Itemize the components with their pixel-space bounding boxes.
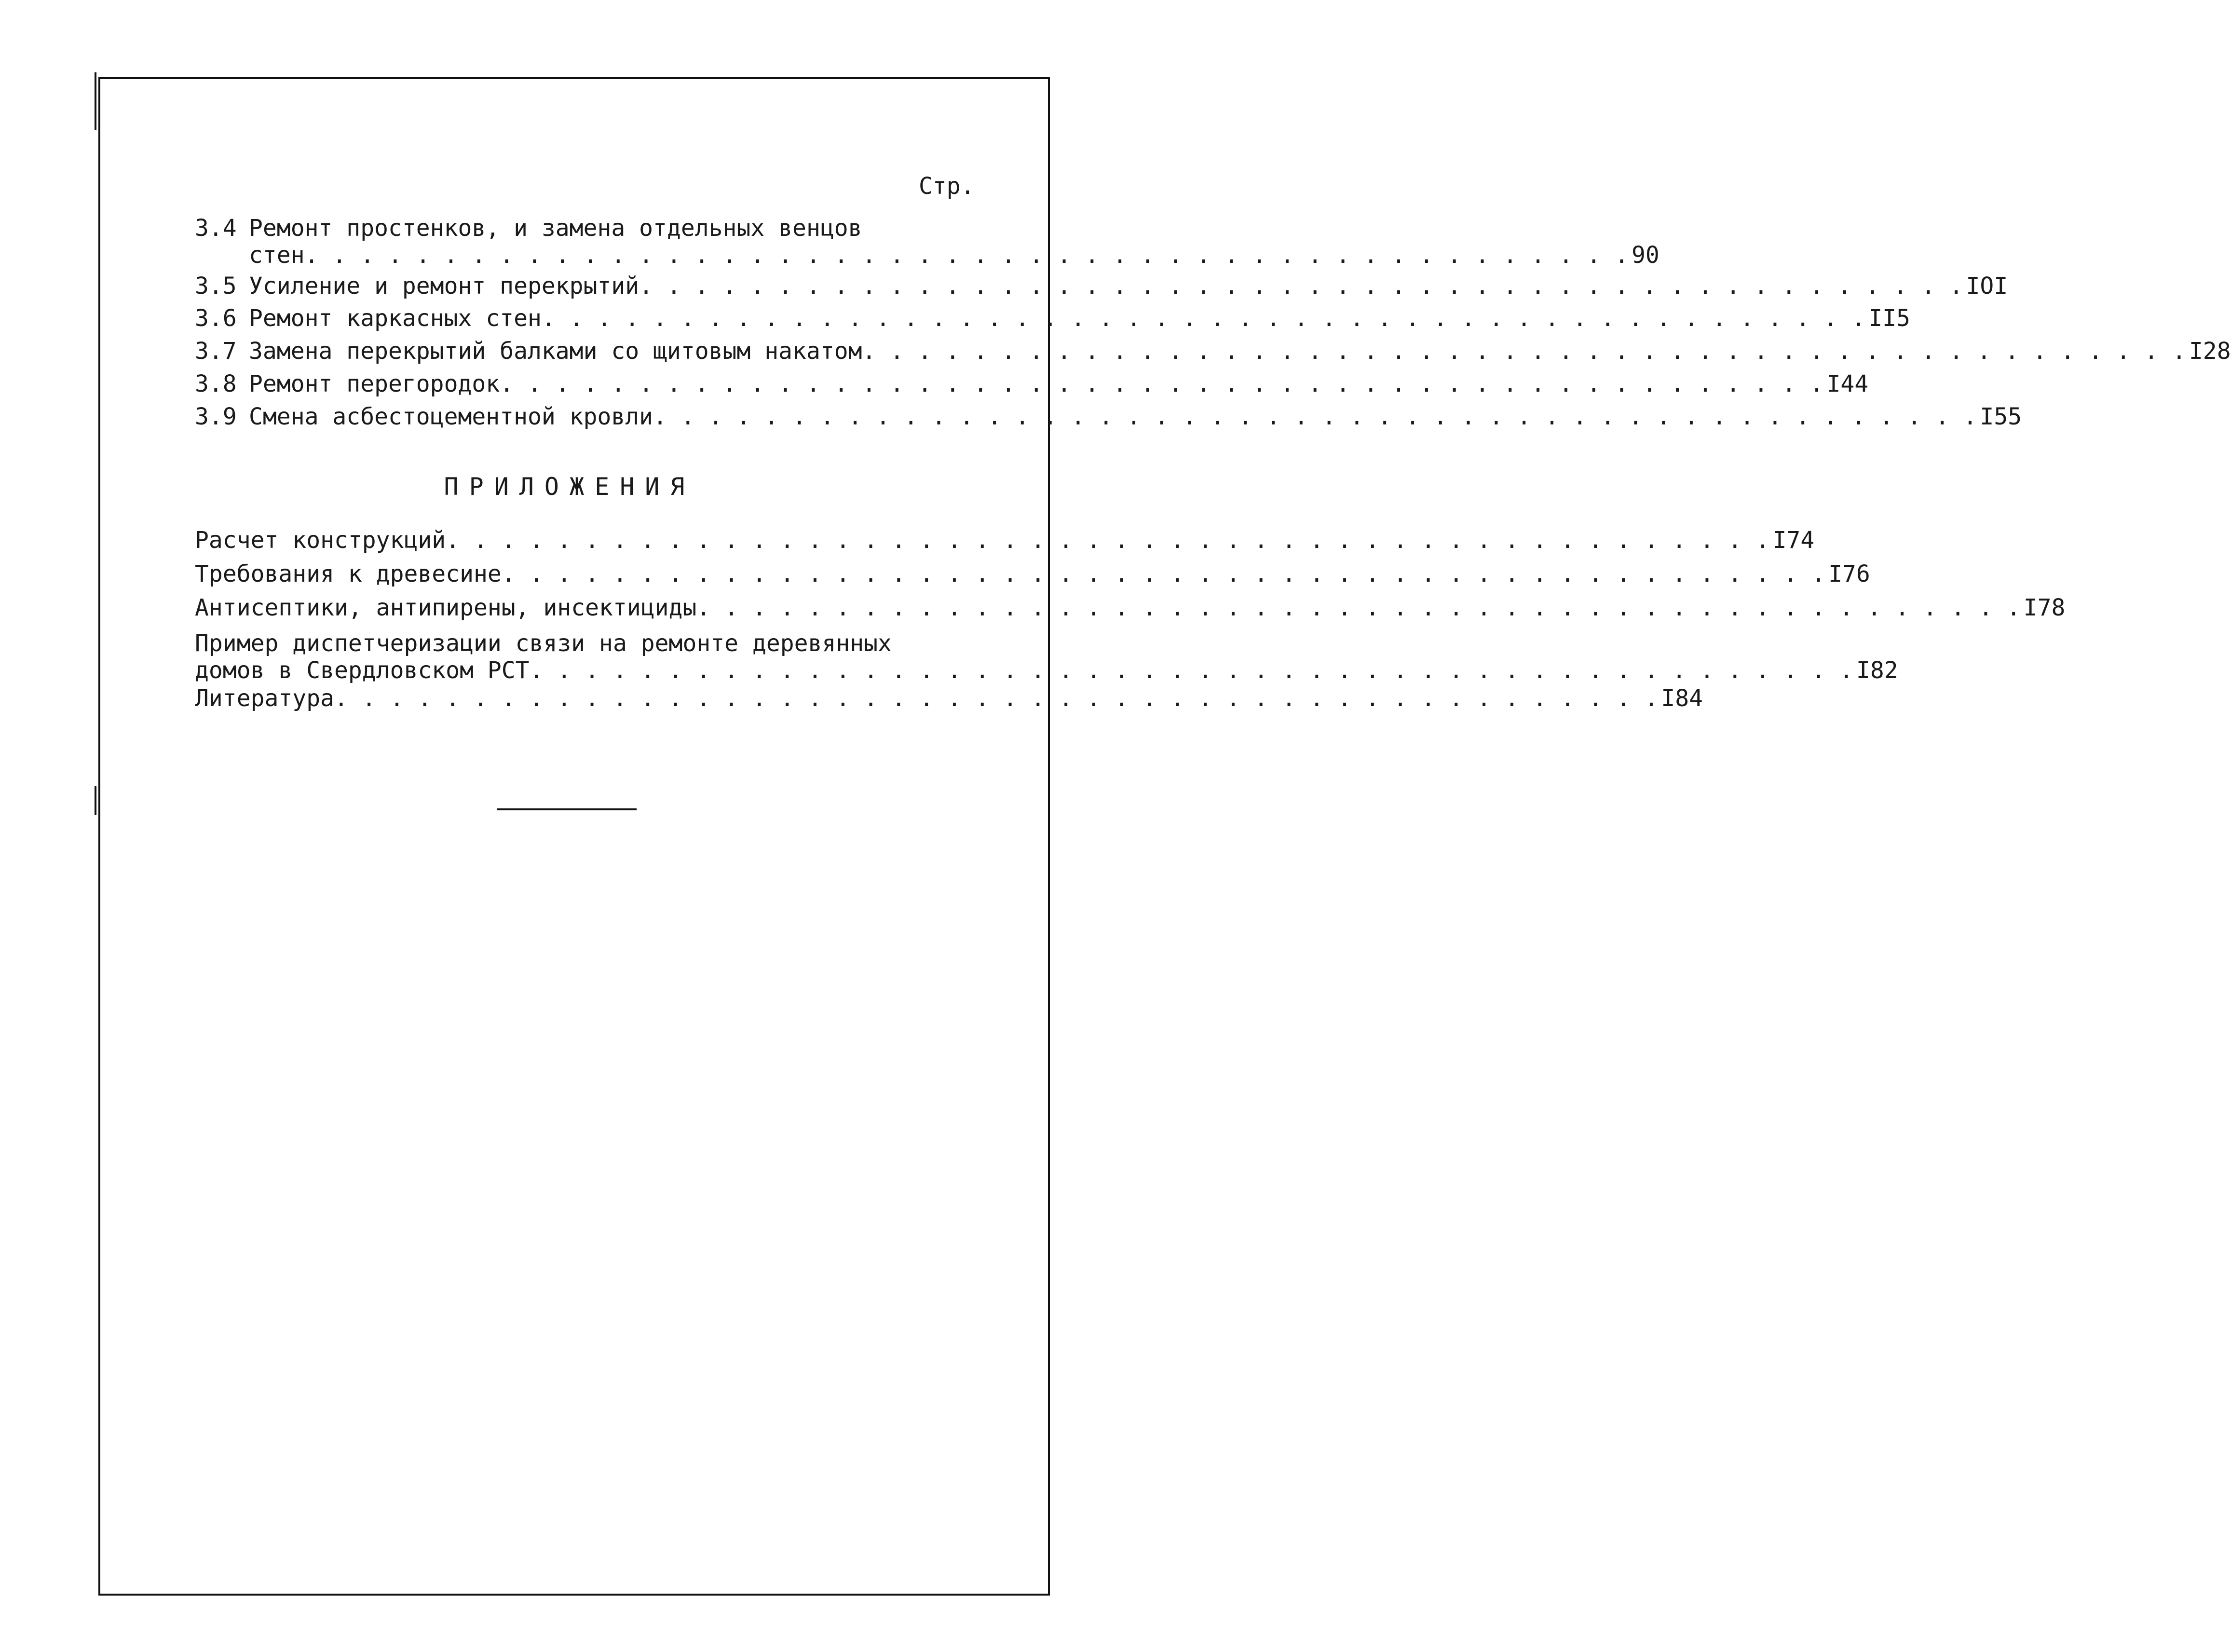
appendix-entry-page: I84 <box>1661 685 1703 712</box>
leader-dots: . . . . . . . . . . . . . . . . . . . . . . . . . . . . . . . . . . . . . . . . . . . . . . . . <box>500 370 1824 397</box>
toc-entry-number: 3.6 <box>195 305 237 332</box>
toc-entry-title: Усиление и ремонт перекрытий <box>249 273 639 300</box>
toc-entry-title: стен <box>249 242 305 269</box>
toc-entry-3-8 <box>195 370 1869 397</box>
leader-dots: . . . . . . . . . . . . . . . . . . . . . . . . . . . . . . . . . . . . . . . . . . . . . . . . <box>653 403 1977 430</box>
leader-dots: . . . . . . . . . . . . . . . . . . . . . . . . . . . . . . . . . . . . . . . . . . . . . . . . <box>529 657 1853 684</box>
appendix-entry-title: Антисептики, антипирены, инсектициды <box>195 594 697 621</box>
toc-entry-title: Ремонт перегородок <box>249 370 500 397</box>
end-rule <box>497 808 637 810</box>
leader-dots: . . . . . . . . . . . . . . . . . . . . . . . . . . . . . . . . . . . . . . . . . . . . . . . . <box>334 685 1659 712</box>
toc-entry-title: Замена перекрытий балками со щитовым накатом <box>249 338 862 365</box>
toc-entry-page: I44 <box>1826 370 1869 397</box>
toc-entry-3-7 <box>195 338 2231 365</box>
appendix-entry <box>195 685 1703 712</box>
leader-dots: . . . . . . . . . . . . . . . . . . . . . . . . . . . . . . . . . . . . . . . . . . . . . . . . <box>541 305 1866 332</box>
appendix-entry <box>195 560 1870 587</box>
appendix-entry <box>195 630 1898 684</box>
toc-entry-page: 90 <box>1631 242 1660 269</box>
toc-entry-page: I55 <box>1980 403 2022 430</box>
toc-entry-page: II5 <box>1868 305 1910 332</box>
toc-entry-number: 3.7 <box>195 338 237 365</box>
toc-entry-number: 3.8 <box>195 370 237 397</box>
appendix-entry-page: I76 <box>1828 560 1870 587</box>
toc-entry-3-5 <box>195 273 2008 300</box>
appendix-entry-page: I82 <box>1856 657 1898 684</box>
appendix-entry-page: I74 <box>1772 527 1815 554</box>
appendix-entry-title-line: Пример диспетчеризации связи на ремонте деревянных <box>195 630 892 657</box>
toc-entry-number: 3.9 <box>195 403 237 430</box>
appendix-entry-title: Требования к древесине <box>195 560 502 587</box>
appendix-entry-title: домов в Свердловском РСТ <box>195 657 530 684</box>
leader-dots: . . . . . . . . . . . . . . . . . . . . . . . . . . . . . . . . . . . . . . . . . . . . . . . . <box>696 594 2021 621</box>
leader-dots: . . . . . . . . . . . . . . . . . . . . . . . . . . . . . . . . . . . . . . . . . . . . . . . . <box>501 560 1826 587</box>
toc-entry-page: I28 <box>2189 338 2231 365</box>
toc-entry-3-4 <box>195 215 1660 269</box>
margin-mark-middle <box>95 786 96 815</box>
leader-dots: . . . . . . . . . . . . . . . . . . . . . . . . . . . . . . . . . . . . . . . . . . . . . . . . <box>862 338 2186 365</box>
toc-entry-title-line: Ремонт простенков, и замена отдельных венцов <box>249 215 862 242</box>
appendix-heading: ПРИЛОЖЕНИЯ <box>444 473 695 501</box>
toc-entry-3-6 <box>195 305 1910 332</box>
toc-entry-title: Ремонт каркасных стен <box>249 305 542 332</box>
appendix-entry <box>195 527 1815 554</box>
page-column-label: Стр. <box>919 173 975 200</box>
appendix-entry-title: Расчет конструкций <box>195 527 446 554</box>
leader-dots: . . . . . . . . . . . . . . . . . . . . . . . . . . . . . . . . . . . . . . . . . . . . . . . . <box>304 242 1629 269</box>
appendix-entry-title: Литература <box>195 685 334 712</box>
leader-dots: . . . . . . . . . . . . . . . . . . . . . . . . . . . . . . . . . . . . . . . . . . . . . . . . <box>639 273 1963 300</box>
margin-mark-top <box>95 72 96 130</box>
appendix-entry-page: I78 <box>2023 594 2066 621</box>
toc-entry-number: 3.5 <box>195 273 237 300</box>
toc-entry-title: Смена асбестоцементной кровли <box>249 403 653 430</box>
toc-entry-page: IOI <box>1966 273 2008 300</box>
leader-dots: . . . . . . . . . . . . . . . . . . . . . . . . . . . . . . . . . . . . . . . . . . . . . . . . <box>446 527 1770 554</box>
appendix-entry <box>195 594 2066 621</box>
toc-entry-3-9 <box>195 403 2022 430</box>
toc-entry-number: 3.4 <box>195 215 237 242</box>
